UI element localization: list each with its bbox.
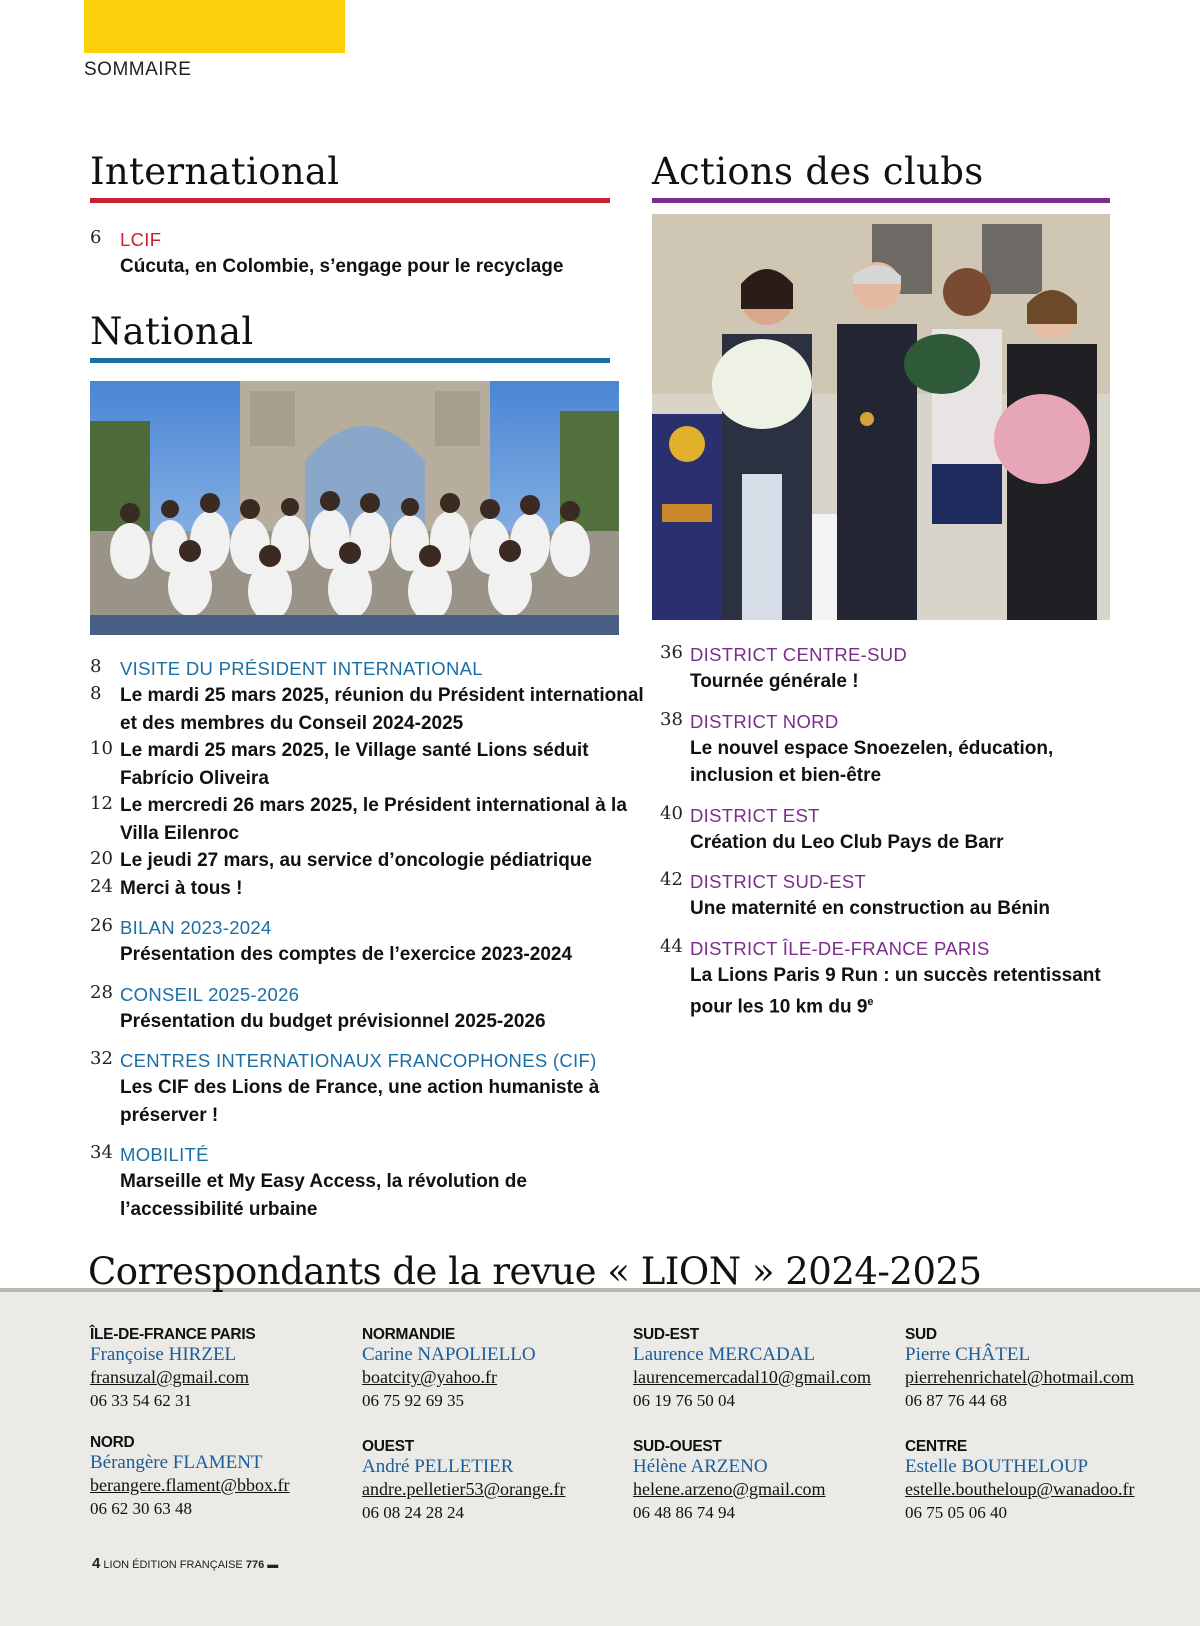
correspondant-name: Bérangère FLAMENT xyxy=(90,1452,263,1473)
toc-category: CONSEIL 2025-2026 xyxy=(120,983,300,1005)
page-number: 8 xyxy=(90,683,102,704)
correspondant-phone: 06 62 30 63 48 xyxy=(90,1499,192,1518)
toc-title: Les CIF des Lions de France, une action humaniste à préserver ! xyxy=(120,1077,600,1126)
correspondant-region: SUD xyxy=(905,1326,937,1343)
correspondant-name: Carine NAPOLIELLO xyxy=(362,1344,536,1365)
toc-subentry[interactable] xyxy=(90,875,645,903)
page-number: 42 xyxy=(660,869,683,890)
toc-title: Une maternité en construction au Bénin xyxy=(690,898,1050,919)
toc-entry[interactable] xyxy=(90,655,645,682)
toc-title: Le nouvel espace Snoezelen, éducation, inclusion et bien-être xyxy=(690,737,1054,786)
page-number: 28 xyxy=(90,981,113,1003)
toc-title: Cúcuta, en Colombie, s’engage pour le recyclage xyxy=(120,256,564,277)
footer-publication: LION ÉDITION FRANÇAISE xyxy=(103,1559,243,1571)
correspondant-name: Laurence MERCADAL xyxy=(633,1344,816,1365)
correspondant-card xyxy=(362,1438,622,1526)
toc-category: CENTRES INTERNATIONAUX FRANCOPHONES (CIF) xyxy=(120,1050,597,1071)
toc-title: Le mercredi 26 mars 2025, le Président international à la Villa Eilenroc xyxy=(120,795,627,844)
correspondant-region: SUD-OUEST xyxy=(633,1438,722,1455)
correspondant-card xyxy=(90,1326,350,1414)
toc-entry[interactable] xyxy=(660,641,1140,696)
page-number: 10 xyxy=(90,738,113,759)
page-number: 12 xyxy=(90,793,113,814)
correspondant-name: Françoise HIRZEL xyxy=(90,1344,237,1365)
toc-title: Merci à tous ! xyxy=(120,877,243,899)
national-rule xyxy=(90,358,610,363)
actions-title: Actions des clubs xyxy=(652,150,984,193)
correspondant-card xyxy=(905,1438,1165,1526)
toc-category: DISTRICT EST xyxy=(690,804,820,826)
national-group-photo xyxy=(90,381,619,635)
correspondant-card xyxy=(905,1326,1165,1414)
toc-category: LCIF xyxy=(120,229,162,250)
actions-rule xyxy=(652,198,1110,203)
correspondant-card xyxy=(90,1434,350,1522)
toc-category: DISTRICT SUD-EST xyxy=(690,871,867,892)
toc-category: DISTRICT CENTRE-SUD xyxy=(690,644,908,665)
international-rule xyxy=(90,198,610,203)
correspondant-region: ÎLE-DE-FRANCE PARIS xyxy=(90,1326,256,1343)
toc-title: Présentation du budget prévisionnel 2025-2026 xyxy=(120,1010,546,1032)
correspondant-email[interactable]: estelle.boutheloup@wanadoo.fr xyxy=(905,1479,1135,1499)
correspondant-email[interactable]: fransuzal@gmail.com xyxy=(90,1367,250,1387)
toc-title-superscript: e xyxy=(867,996,874,1008)
page-number: 8 xyxy=(90,656,102,677)
toc-category: DISTRICT ÎLE-DE-FRANCE PARIS xyxy=(690,937,990,959)
toc-title: Marseille et My Easy Access, la révolution de l’accessibilité urbaine xyxy=(120,1171,527,1220)
toc-category: DISTRICT NORD xyxy=(690,710,839,732)
correspondant-card xyxy=(362,1326,622,1414)
clubs-run-photo xyxy=(652,214,1110,620)
toc-category: BILAN 2023-2024 xyxy=(120,917,272,938)
correspondant-name: Pierre CHÂTEL xyxy=(905,1344,1031,1365)
page-footer xyxy=(92,1555,278,1572)
toc-entry[interactable] xyxy=(660,708,1140,790)
correspondant-phone: 06 48 86 74 94 xyxy=(633,1503,735,1522)
correspondant-phone: 06 75 05 06 40 xyxy=(905,1503,1007,1522)
correspondant-email[interactable]: boatcity@yahoo.fr xyxy=(362,1367,498,1387)
page-number: 40 xyxy=(660,802,683,824)
correspondant-email[interactable]: andre.pelletier53@orange.fr xyxy=(362,1479,566,1499)
toc-title: Le mardi 25 mars 2025, le Village santé Lions séduit Fabrício Oliveira xyxy=(120,740,589,789)
correspondant-phone: 06 19 76 50 04 xyxy=(633,1391,735,1410)
international-title: International xyxy=(90,150,340,193)
correspondant-card xyxy=(633,1326,893,1414)
footer-page-number: 4 xyxy=(92,1555,101,1572)
page-number: 36 xyxy=(660,642,683,663)
correspondant-phone: 06 08 24 28 24 xyxy=(362,1503,464,1522)
actions-toc xyxy=(660,641,1140,1021)
correspondant-email[interactable]: laurencemercadal10@gmail.com xyxy=(633,1367,871,1387)
toc-title: Le mardi 25 mars 2025, réunion du Président international et des membres du Conseil 2024-2025 xyxy=(120,685,644,734)
correspondant-email[interactable]: helene.arzeno@gmail.com xyxy=(633,1479,826,1499)
page-number: 34 xyxy=(90,1142,113,1163)
footer-dash: ▬ xyxy=(267,1559,279,1571)
correspondant-region: OUEST xyxy=(362,1438,414,1455)
toc-category: MOBILITÉ xyxy=(120,1144,209,1165)
international-toc xyxy=(90,226,630,281)
correspondant-phone: 06 33 54 62 31 xyxy=(90,1391,192,1410)
correspondant-email[interactable]: berangere.flament@bbox.fr xyxy=(90,1475,290,1495)
national-title: National xyxy=(90,310,254,353)
header-accent-bar xyxy=(84,0,345,53)
toc-category: VISITE DU PRÉSIDENT INTERNATIONAL xyxy=(120,658,483,679)
page-number: 38 xyxy=(660,708,683,730)
page-number: 26 xyxy=(90,915,113,936)
toc-title-text: La Lions Paris 9 Run : un succès retentissant pour les 10 km du 9 xyxy=(690,964,1101,1018)
toc-entry[interactable] xyxy=(660,802,1140,857)
toc-entry[interactable] xyxy=(90,226,630,281)
toc-entry[interactable] xyxy=(90,981,645,1036)
correspondant-region: NORMANDIE xyxy=(362,1326,455,1343)
page-number: 20 xyxy=(90,848,113,869)
toc-entry[interactable] xyxy=(660,868,1140,923)
correspondant-region: SUD-EST xyxy=(633,1326,699,1343)
toc-entry[interactable] xyxy=(660,935,1140,1021)
correspondant-name: Hélène ARZENO xyxy=(633,1456,768,1477)
toc-subentry[interactable] xyxy=(90,682,645,737)
correspondant-name: André PELLETIER xyxy=(362,1456,514,1477)
toc-subentry[interactable] xyxy=(90,737,645,792)
toc-entry[interactable] xyxy=(90,1141,645,1223)
correspondant-card xyxy=(633,1438,893,1526)
toc-title: Le jeudi 27 mars, au service d’oncologie pédiatrique xyxy=(120,850,592,871)
toc-subentry[interactable] xyxy=(90,792,645,847)
page-number: 24 xyxy=(90,875,113,897)
national-toc xyxy=(90,655,645,1223)
correspondant-region: CENTRE xyxy=(905,1438,967,1455)
page-number: 32 xyxy=(90,1048,113,1069)
correspondants-title: Correspondants de la revue « LION » 2024-2025 xyxy=(88,1250,982,1293)
toc-title: Présentation des comptes de l’exercice 2023-2024 xyxy=(120,944,573,965)
footer-issue: 776 xyxy=(245,1559,265,1571)
toc-title: Création du Leo Club Pays de Barr xyxy=(690,831,1004,853)
correspondant-region: NORD xyxy=(90,1434,135,1451)
correspondant-email[interactable]: pierrehenrichatel@hotmail.com xyxy=(905,1367,1134,1387)
correspondant-name: Estelle BOUTHELOUP xyxy=(905,1456,1089,1477)
toc-title xyxy=(690,962,1140,1021)
toc-entry[interactable] xyxy=(90,914,645,969)
correspondant-phone: 06 75 92 69 35 xyxy=(362,1391,464,1410)
toc-entry[interactable] xyxy=(90,1047,645,1129)
toc-subentry[interactable] xyxy=(90,847,645,875)
section-label: SOMMAIRE xyxy=(84,59,192,80)
page-number: 44 xyxy=(660,935,683,957)
toc-title: Tournée générale ! xyxy=(690,671,859,692)
correspondant-phone: 06 87 76 44 68 xyxy=(905,1391,1007,1410)
page-number: 6 xyxy=(90,227,102,248)
